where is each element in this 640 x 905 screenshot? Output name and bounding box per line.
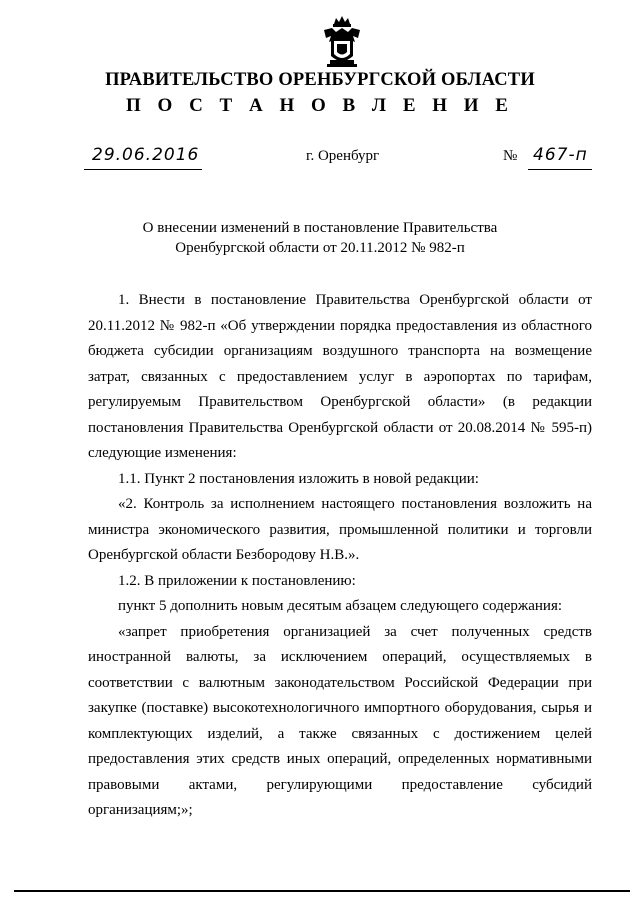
paragraph: 1.2. В приложении к постановлению: xyxy=(118,572,356,589)
page-bottom-rule xyxy=(14,890,630,892)
paragraph: 1. Внести в постановление Правительства Оренбургской области от 20.11.2012 № 982-п «Об утверждении порядка предоставления из областного бюджета субсидии организациям воздушного транспорта на возмещение затрат, связанных с предоставлением услуг в аэропортах по тарифам, регулируемым Правительством Оренбургской области» (в редакции постановления Правительства Оренбургской области от 20.08.2014 № 595-п) следующие изменения: xyxy=(88,292,592,461)
document-body xyxy=(88,288,592,824)
document-date: 29.06.2016 xyxy=(92,145,200,165)
document-city: г. Оренбург xyxy=(306,148,380,164)
document-type: П О С Т А Н О В Л Е Н И Е xyxy=(126,95,514,116)
document-title xyxy=(0,218,640,258)
number-underline xyxy=(528,169,592,170)
paragraph: «запрет приобретения организацией за счет полученных средств иностранной валюты, за исключением операций, осуществляемых в соответствии с валютным законодательством Российской Федерации при закупке (поставке) высокотехнологичного импортного оборудования, сырья и комплектующих изделий, а также связанных с достижением целей предоставления этих средств иных операций, определенных нормативными правовыми актами, регулирующими предоставление субсидий организациям;»; xyxy=(88,623,592,818)
document-title-line: Оренбургской области от 20.11.2012 № 982-п xyxy=(175,240,465,256)
paragraph: «2. Контроль за исполнением настоящего постановления возложить на министра экономического развития, промышленной политики и торговли Оренбургской области Безбородову Н.В.». xyxy=(88,496,592,563)
date-underline xyxy=(84,169,202,170)
paragraph: 1.1. Пункт 2 постановления изложить в новой редакции: xyxy=(118,470,479,487)
organization-name: ПРАВИТЕЛЬСТВО ОРЕНБУРГСКОЙ ОБЛАСТИ xyxy=(105,70,535,90)
number-label: № xyxy=(503,148,518,164)
paragraph: пункт 5 дополнить новым десятым абзацем следующего содержания: xyxy=(118,598,563,614)
document-title-line: О внесении изменений в постановление Правительства xyxy=(142,220,498,236)
coat-of-arms-icon xyxy=(322,16,362,68)
document-number: 467-п xyxy=(533,145,588,165)
